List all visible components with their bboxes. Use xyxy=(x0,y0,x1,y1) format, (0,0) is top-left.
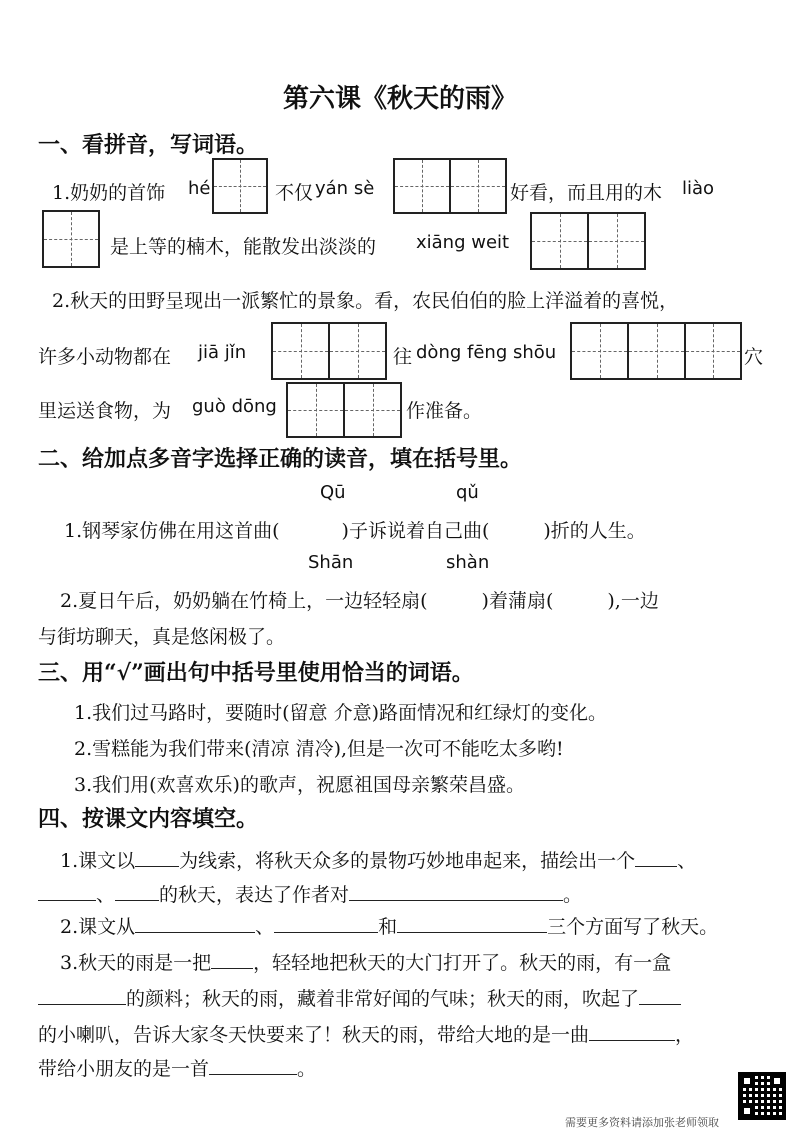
s3-q3: 3.我们用(欢喜欢乐)的歌声，祝愿祖国母亲繁荣昌盛。 xyxy=(74,774,525,796)
s1-q2-answer-box-2[interactable] xyxy=(570,322,742,380)
s4-q3-blank-3[interactable] xyxy=(639,1003,681,1005)
s4-q2-line xyxy=(60,912,718,939)
s2-q1-pinyin-a: Qū xyxy=(320,482,346,503)
s1-q1-answer-box-4[interactable] xyxy=(530,212,646,270)
footer-note: 需要更多资料请添加张老师领取 xyxy=(565,1116,719,1129)
page-title: 第六课《秋天的雨》 xyxy=(282,84,517,114)
s1-q1-text-c: 好看，而且用的木 xyxy=(510,182,663,204)
section-1-heading: 一、看拼音，写词语。 xyxy=(38,132,259,158)
s4-q1-blank-3[interactable] xyxy=(38,899,96,901)
s4-q1-line-2 xyxy=(38,880,582,907)
s1-q2-answer-box-1[interactable] xyxy=(271,322,387,380)
s2-q2-line xyxy=(60,586,659,613)
s1-q2-answer-box-3[interactable] xyxy=(286,382,402,438)
s1-q2-pinyin-1: jiā jǐn xyxy=(198,342,247,363)
s4-q2-blank-2[interactable] xyxy=(274,931,378,933)
s2-q2-pinyin-b: shàn xyxy=(446,552,490,573)
s4-q1-text-d: 、 xyxy=(96,884,116,906)
s2-q2-text-d: 与街坊聊天，真是悠闲极了。 xyxy=(38,626,286,648)
s3-q1: 1.我们过马路时，要随时(留意 介意)路面情况和红绿灯的变化。 xyxy=(74,702,607,724)
s4-q3-blank-4[interactable] xyxy=(589,1039,675,1041)
s4-q1-text-a: 1.课文以 xyxy=(60,850,136,872)
s4-q3-blank-1[interactable] xyxy=(211,967,253,969)
s1-q1-pinyin-2: yán sè xyxy=(315,178,375,199)
s4-q3-blank-2[interactable] xyxy=(38,1003,126,1005)
s4-q3-text-b: ，轻轻地把秋天的大门打开了。秋天的雨，有一盒 xyxy=(253,952,672,974)
s1-q1-pinyin-1: hé xyxy=(188,178,211,199)
s4-q2-text-d: 三个方面写了秋天。 xyxy=(547,916,719,938)
s1-q2-pinyin-2: dòng fēng shōu xyxy=(416,342,557,363)
s4-q3-line-3 xyxy=(38,1020,694,1047)
s1-q1-text-b: 不仅 xyxy=(275,182,314,204)
s1-q1-pinyin-3: liào xyxy=(682,178,715,199)
s2-q2-text-c: ),一边 xyxy=(607,590,659,612)
s1-q1-pinyin-4: xiāng weit xyxy=(416,232,510,253)
s1-q1-answer-box-3[interactable] xyxy=(42,210,100,268)
s4-q2-blank-1[interactable] xyxy=(135,931,255,933)
s2-q1-text-c: )折的人生。 xyxy=(543,520,646,542)
s1-q1-answer-box-1[interactable] xyxy=(212,158,268,214)
s4-q3-text-d: 的小喇叭，告诉大家冬天快要来了！秋天的雨，带给大地的是一曲 xyxy=(38,1024,590,1046)
s1-q2-text-b: 许多小动物都在 xyxy=(38,346,172,368)
s2-q1-pinyin-b: qǔ xyxy=(456,482,479,503)
s1-q1-answer-box-2[interactable] xyxy=(393,158,507,214)
s4-q3-line-4 xyxy=(38,1054,316,1081)
s1-q2-text-a: 2.秋天的田野呈现出一派繁忙的景象。看，农民伯伯的脸上洋溢着的喜悦， xyxy=(52,290,679,312)
s4-q2-text-a: 2.课文从 xyxy=(60,916,136,938)
s2-q1-line xyxy=(64,516,646,543)
qr-code-icon xyxy=(738,1072,786,1120)
s4-q1-text-c: 、 xyxy=(677,850,697,872)
s4-q3-text-c: 的颜料；秋天的雨，藏着非常好闻的气味；秋天的雨，吹起了 xyxy=(126,988,640,1010)
s1-q2-pinyin-3: guò dōng xyxy=(192,396,277,417)
section-2-heading: 二、给加点多音字选择正确的读音，填在括号里。 xyxy=(38,446,523,472)
s4-q3-text-g: 。 xyxy=(297,1058,317,1080)
s1-q1-text-a: 1.奶奶的首饰 xyxy=(52,182,166,204)
s2-q2-text-a: 2.夏日午后，奶奶躺在竹椅上，一边轻轻扇( xyxy=(60,590,428,612)
s1-q2-text-c: 往 xyxy=(393,346,413,368)
s4-q2-blank-3[interactable] xyxy=(397,931,547,933)
s4-q1-blank-2[interactable] xyxy=(635,865,677,867)
s3-q2: 2.雪糕能为我们带来(清凉 清冷),但是一次可不能吃太多哟! xyxy=(74,738,564,760)
s1-q2-text-f: 作准备。 xyxy=(406,400,483,422)
s4-q3-text-f: 带给小朋友的是一首 xyxy=(38,1058,210,1080)
s2-q1-text-b: )子诉说着自己曲( xyxy=(341,520,490,542)
s4-q1-text-f: 。 xyxy=(563,884,583,906)
section-3-heading: 三、用“√”画出句中括号里使用恰当的词语。 xyxy=(38,660,474,686)
s1-q1-text-d: 是上等的楠木，能散发出淡淡的 xyxy=(110,236,377,258)
s4-q1-blank-1[interactable] xyxy=(135,865,179,867)
s4-q1-line-1 xyxy=(60,846,696,873)
s4-q3-text-e: ， xyxy=(675,1024,695,1046)
s4-q3-blank-5[interactable] xyxy=(209,1073,297,1075)
s1-q2-text-d: 穴 xyxy=(744,346,764,368)
s2-q1-text-a: 1.钢琴家仿佛在用这首曲( xyxy=(64,520,280,542)
s4-q3-text-a: 3.秋天的雨是一把 xyxy=(60,952,212,974)
s2-q2-text-b: )着蒲扇( xyxy=(481,590,554,612)
s4-q1-blank-4[interactable] xyxy=(115,899,159,901)
s4-q1-text-b: 为线索，将秋天众多的景物巧妙地串起来，描绘出一个 xyxy=(179,850,636,872)
s4-q1-blank-5[interactable] xyxy=(349,899,563,901)
s1-q2-text-e: 里运送食物，为 xyxy=(38,400,172,422)
s4-q3-line-2 xyxy=(38,984,681,1011)
s4-q3-line-1 xyxy=(60,948,671,975)
s2-q2-pinyin-a: Shān xyxy=(308,552,354,573)
s4-q2-text-b: 、 xyxy=(255,916,275,938)
s4-q1-text-e: 的秋天，表达了作者对 xyxy=(159,884,350,906)
section-4-heading: 四、按课文内容填空。 xyxy=(38,806,259,832)
s4-q2-text-c: 和 xyxy=(378,916,398,938)
